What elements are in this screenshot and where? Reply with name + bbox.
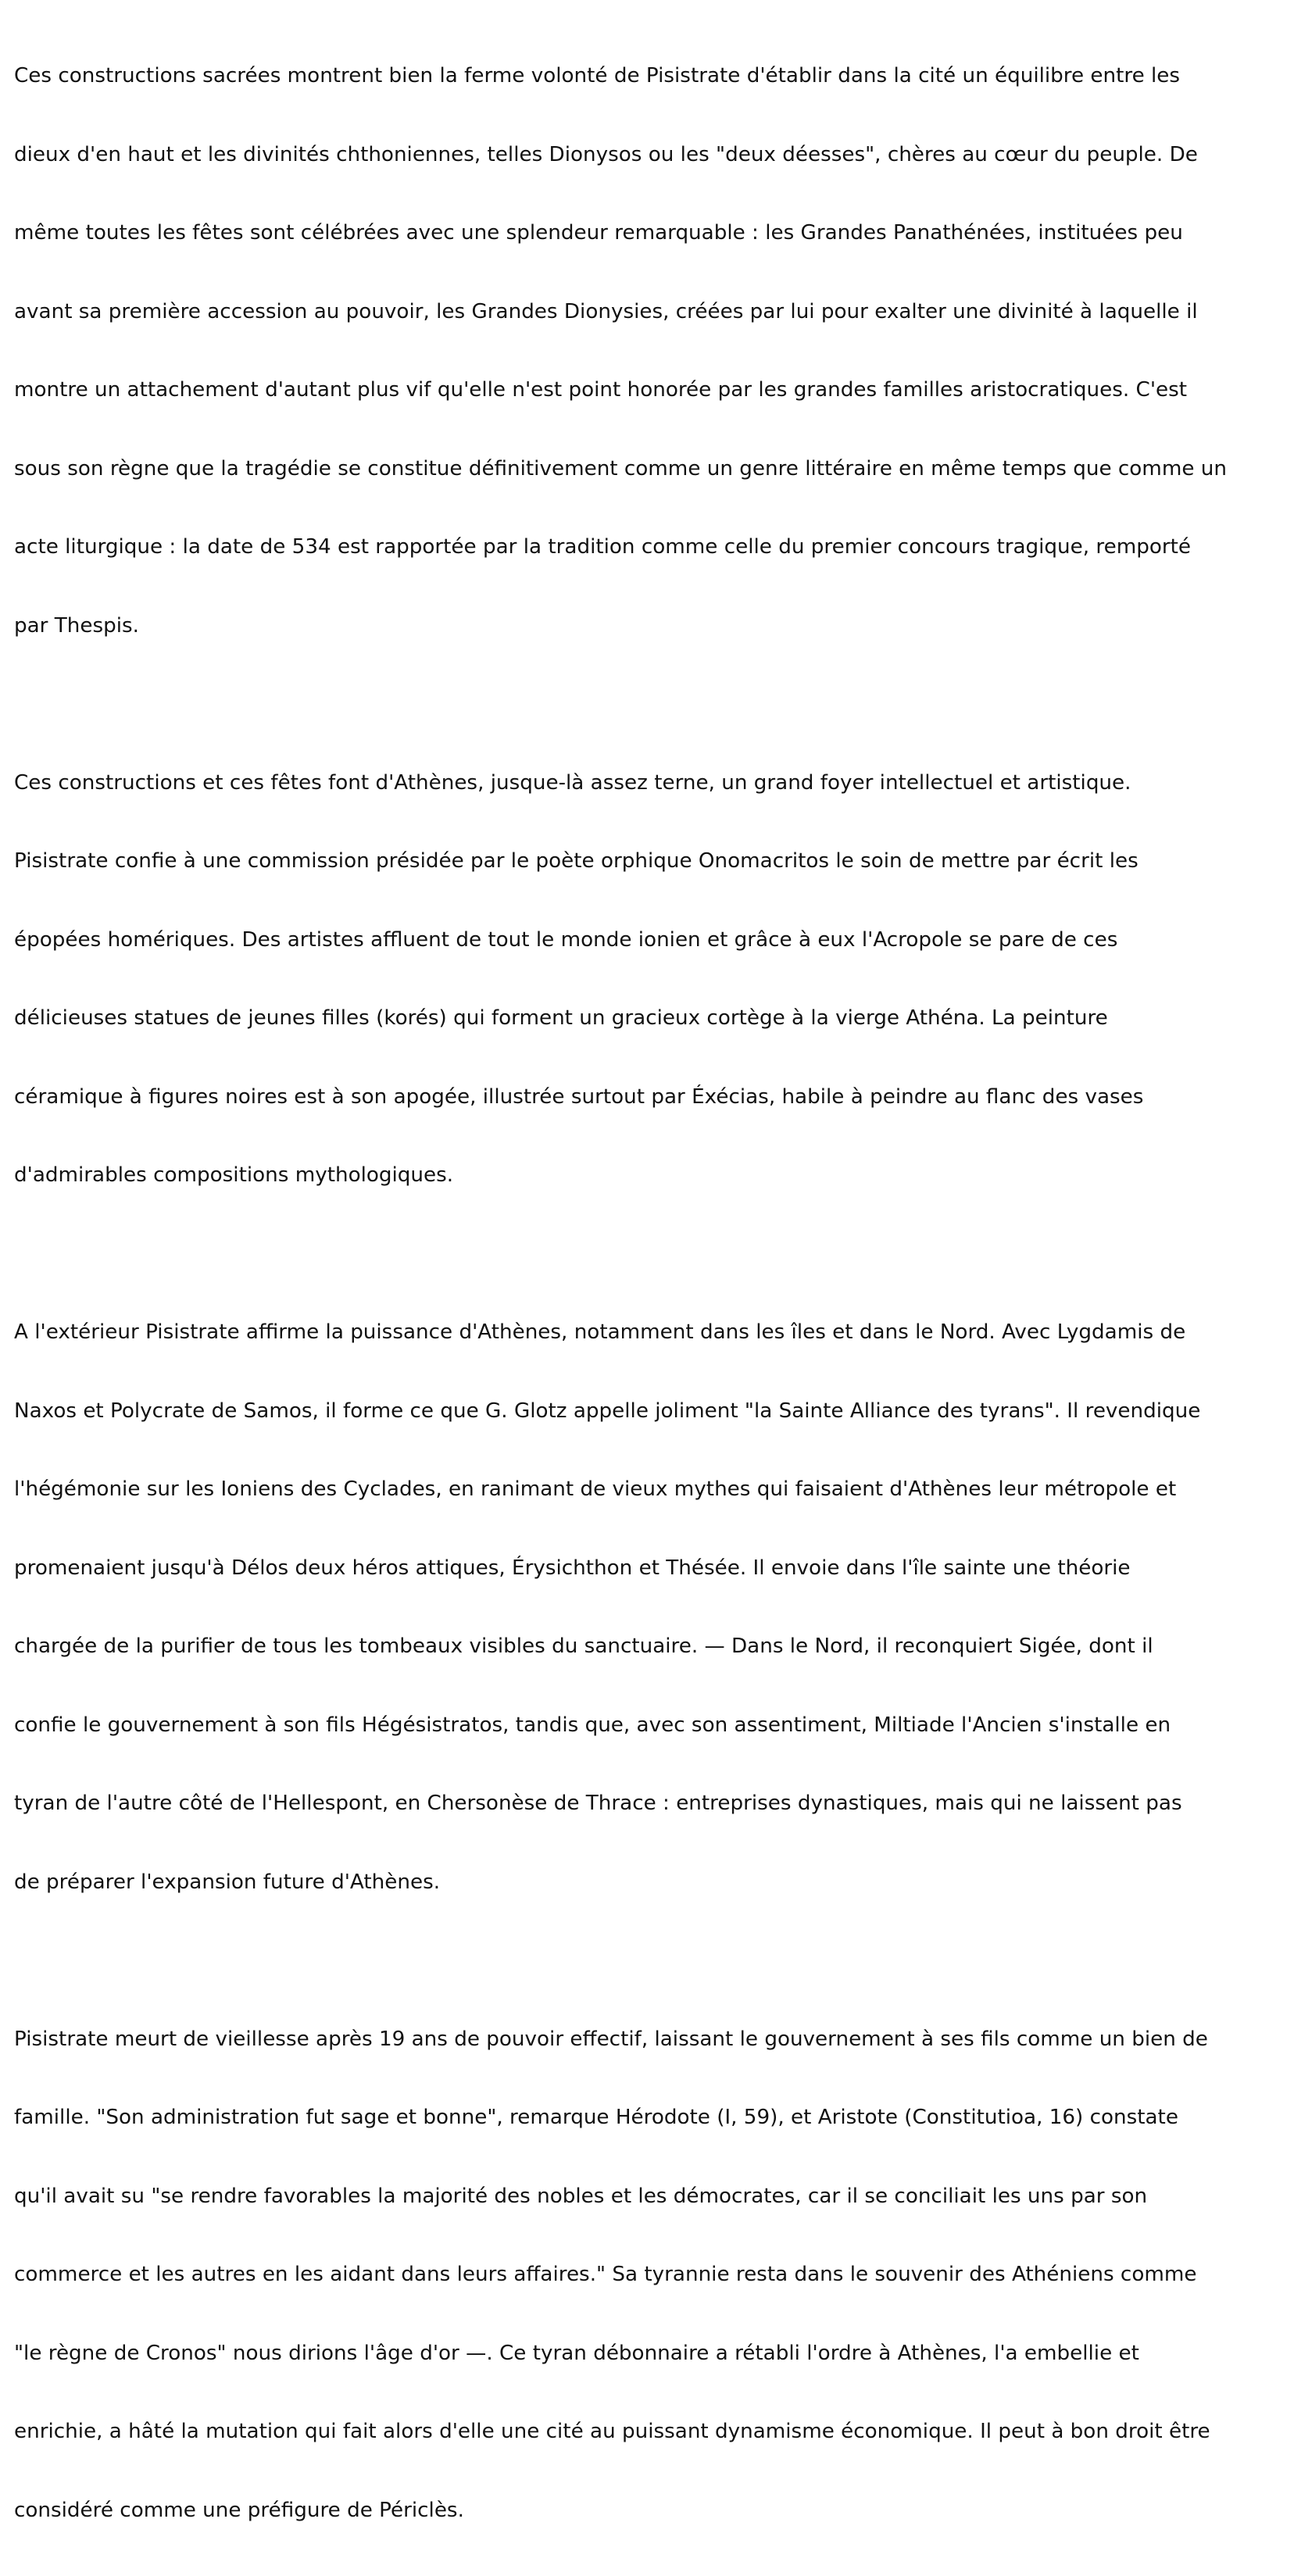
text-line: d'admirables compositions mythologiques. [14,1163,1294,1189]
text-line: même toutes les fêtes sont célébrées avec une splendeur remarquable : les Grandes Panathénées, instituées peu [14,220,1294,247]
text-line: avant sa première accession au pouvoir, les Grandes Dionysies, créées par lui pour exalter une divinité à laquelle il [14,299,1294,326]
text-line: Naxos et Polycrate de Samos, il forme ce que G. Glotz appelle joliment "la Sainte Alliance des tyrans". Il revendique [14,1399,1294,1425]
text-line: céramique à figures noires est à son apogée, illustrée surtout par Éxécias, habile à peindre au flanc des vases [14,1084,1294,1111]
text-line: "le règne de Cronos" nous dirions l'âge d'or —. Ce tyran débonnaire a rétabli l'ordre à Athènes, l'a embellie et [14,2341,1294,2367]
text-line: Ces constructions et ces fêtes font d'Athènes, jusque-là assez terne, un grand foyer intellectuel et artistique. [14,770,1294,797]
text-line: tyran de l'autre côté de l'Hellespont, en Chersonèse de Thrace : entreprises dynastiques, mais qui ne laissent pas [14,1791,1294,1817]
text-line: délicieuses statues de jeunes filles (korés) qui forment un gracieux cortège à la vierge Athéna. La peinture [14,1006,1294,1032]
text-line: famille. "Son administration fut sage et bonne", remarque Hérodote (I, 59), et Aristote (Constitutioa, 16) constate [14,2105,1294,2131]
text-line: promenaient jusqu'à Délos deux héros attiques, Érysichthon et Thésée. Il envoie dans l'île sainte une théorie [14,1556,1294,1582]
paragraph-1 [14,11,1294,691]
paragraph-3 [14,1267,1294,1948]
text-line: épopées homériques. Des artistes affluent de tout le monde ionien et grâce à eux l'Acropole se pare de ces [14,927,1294,954]
text-line: A l'extérieur Pisistrate affirme la puissance d'Athènes, notamment dans les îles et dans le Nord. Avec Lygdamis de [14,1320,1294,1346]
text-line: dieux d'en haut et les divinités chthoniennes, telles Dionysos ou les "deux déesses", chères au cœur du peuple. De [14,142,1294,169]
text-line: confie le gouvernement à son fils Hégésistratos, tandis que, avec son assentiment, Miltiade l'Ancien s'installe en [14,1713,1294,1739]
text-line: l'hégémonie sur les Ioniens des Cyclades, en ranimant de vieux mythes qui faisaient d'Athènes leur métropole et [14,1477,1294,1503]
text-line: acte liturgique : la date de 534 est rapportée par la tradition comme celle du premier concours tragique, remporté [14,534,1294,561]
text-line: Pisistrate confie à une commission présidée par le poète orphique Onomacritos le soin de mettre par écrit les [14,849,1294,875]
text-line: sous son règne que la tragédie se constitue définitivement comme un genre littéraire en même temps que comme un [14,456,1294,483]
text-line: Ces constructions sacrées montrent bien la ferme volonté de Pisistrate d'établir dans la cité un équilibre entre les [14,63,1294,90]
text-line: Pisistrate meurt de vieillesse après 19 ans de pouvoir effectif, laissant le gouvernement à ses fils comme un bien de [14,2027,1294,2053]
text-line: montre un attachement d'autant plus vif qu'elle n'est point honorée par les grandes familles aristocratiques. C'est [14,377,1294,404]
paragraph-4 [14,1974,1294,2576]
text-line: par Thespis. [14,613,1294,640]
text-line: chargée de la purifier de tous les tombeaux visibles du sanctuaire. — Dans le Nord, il reconquiert Sigée, dont il [14,1634,1294,1660]
text-line: considéré comme une préfigure de Périclès. [14,2498,1294,2524]
text-line: commerce et les autres en les aidant dans leurs affaires." Sa tyrannie resta dans le souvenir des Athéniens comme [14,2262,1294,2288]
document-page [14,11,1294,2576]
text-line: qu'il avait su "se rendre favorables la majorité des nobles et les démocrates, car il se conciliait les uns par son [14,2184,1294,2210]
text-line: enrichie, a hâté la mutation qui fait alors d'elle une cité au puissant dynamisme économique. Il peut à bon droit être [14,2419,1294,2446]
paragraph-2 [14,718,1294,1242]
text-line: de préparer l'expansion future d'Athènes. [14,1870,1294,1896]
